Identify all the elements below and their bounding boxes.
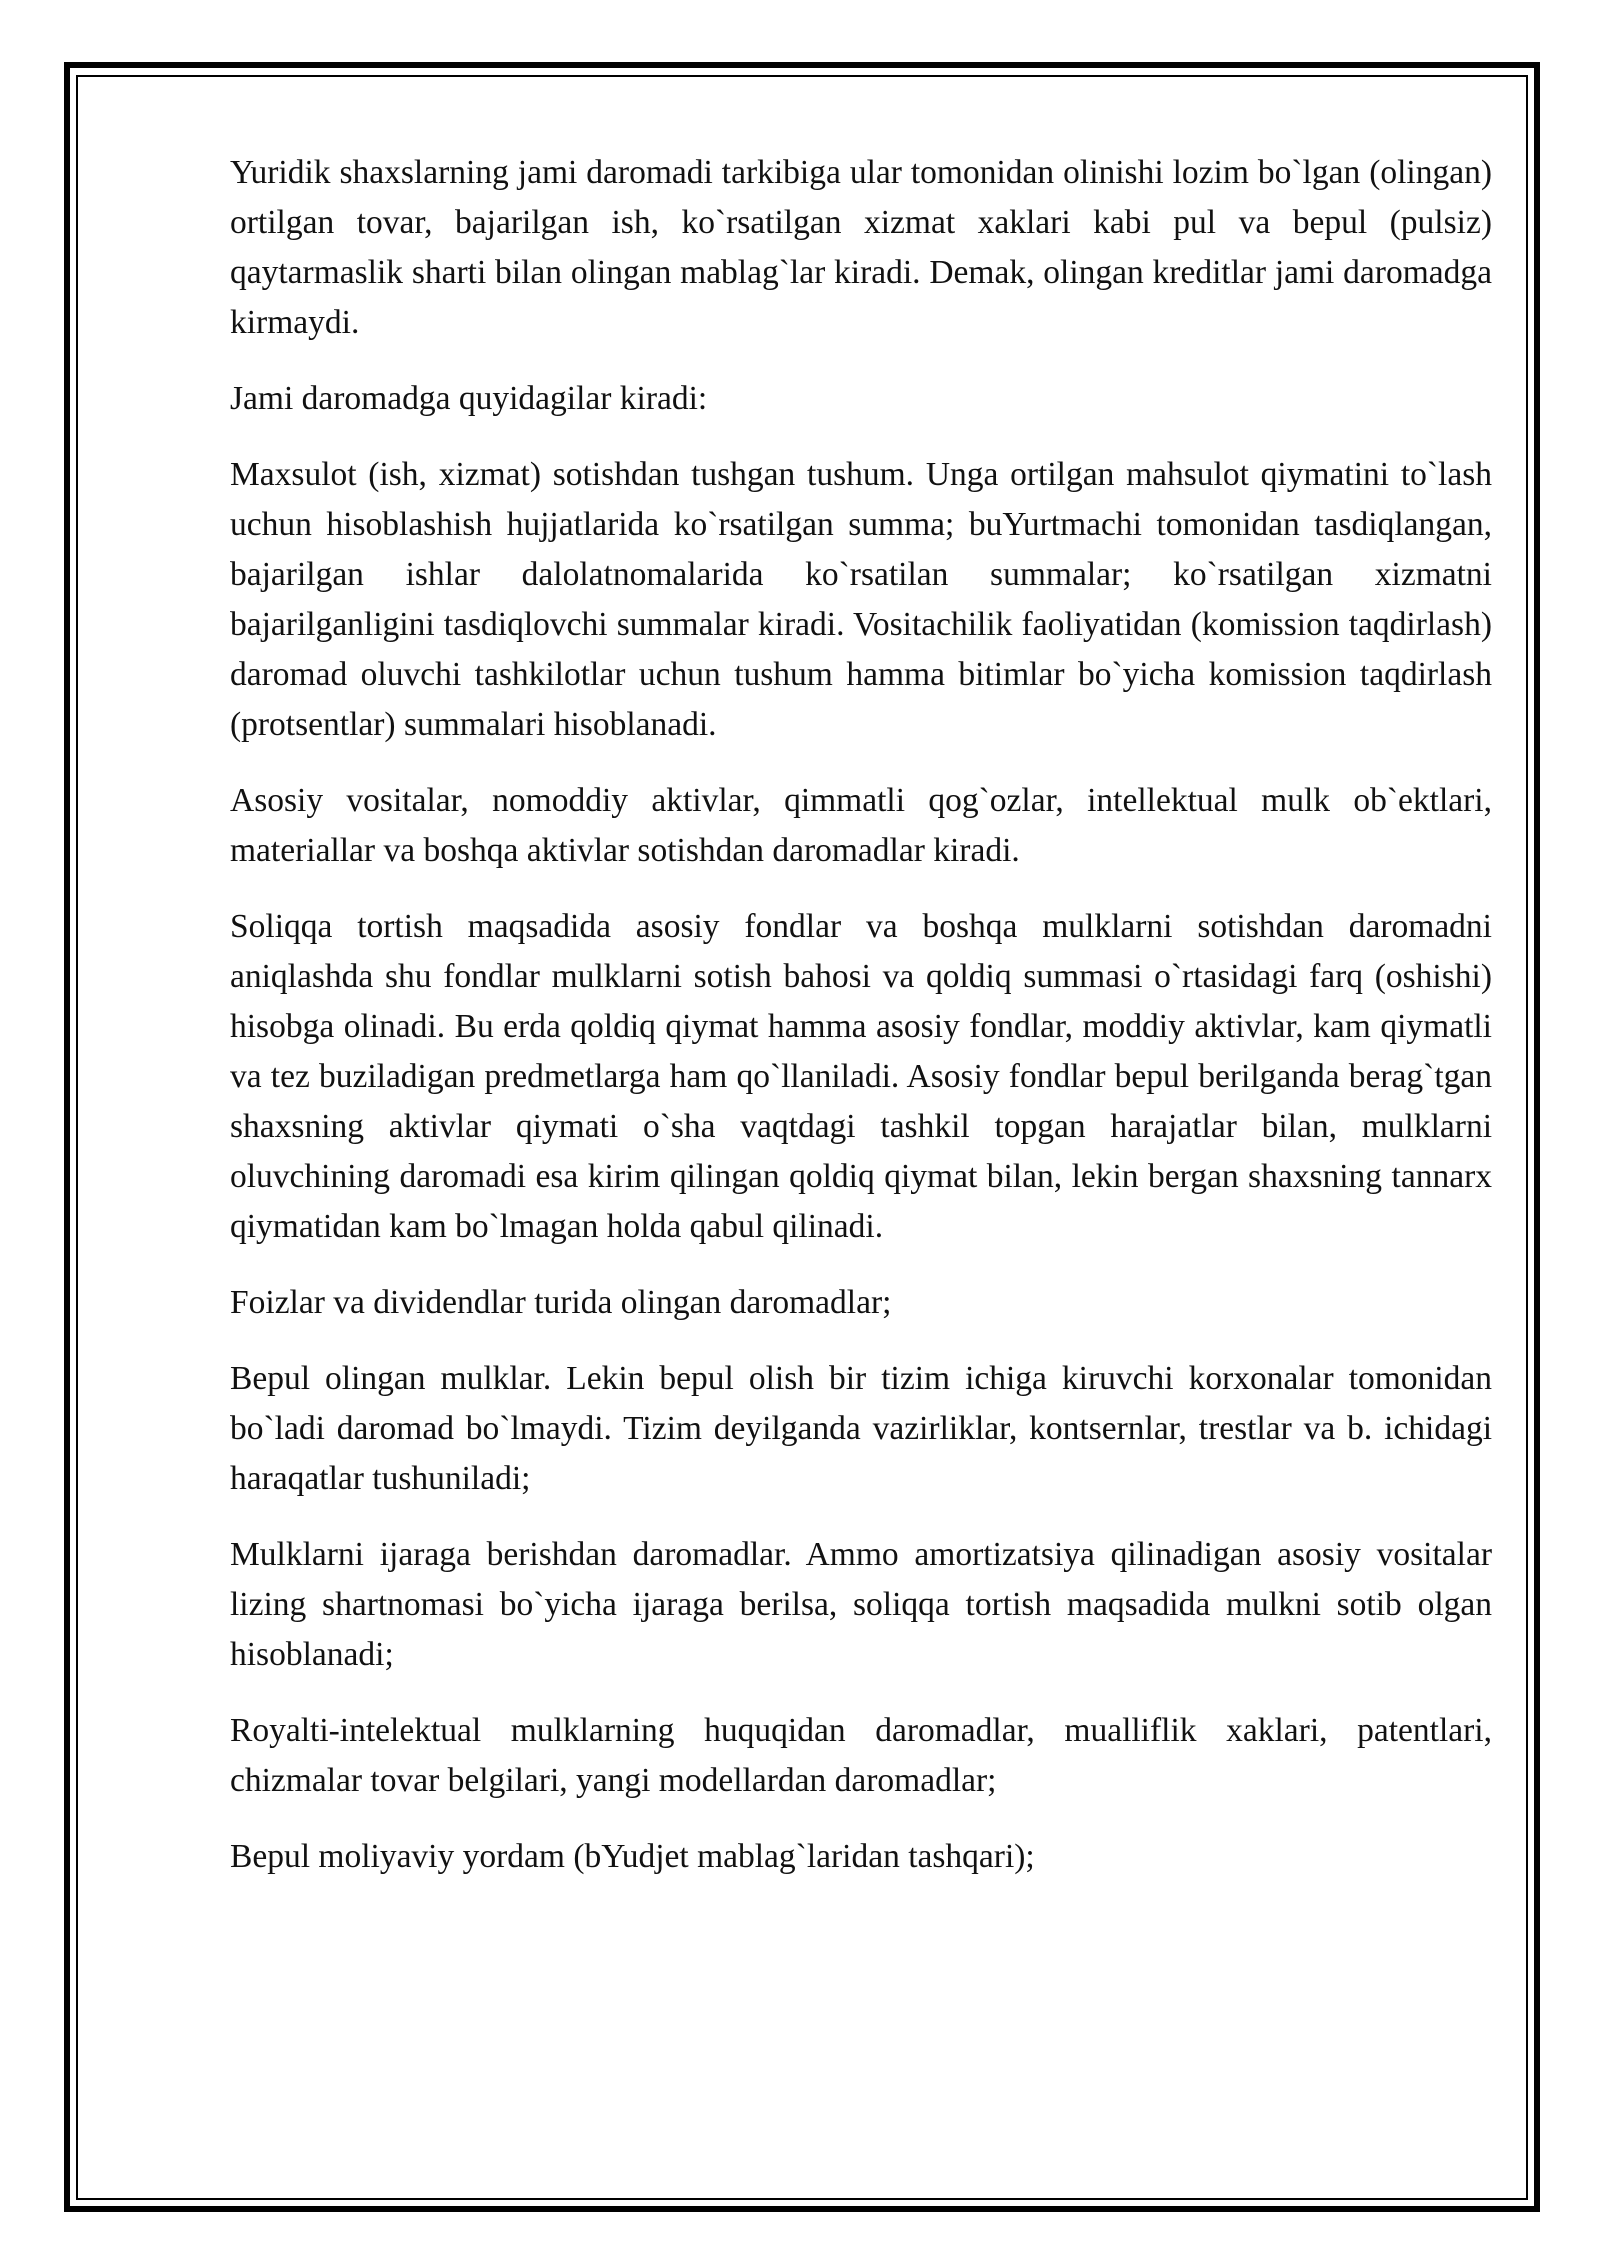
paragraph-3: Maxsulot (ish, xizmat) sotishdan tushgan tushum. Unga ortilgan mahsulot qiymatini to`lash uchun hisoblashish hujjatlarida ko`rsatilgan summa; buYurtmachi tomonidan tasdiqlangan, bajarilgan ishlar dalolatnomalarida ko`rsatilan summalar; ko`rsatilgan xizmatni bajarilganligini tasdiqlovchi summalar kiradi. Vositachilik faoliyatidan (komission taqdirlash) daromad oluvchi tashkilotlar uchun tushum hamma bitimlar bo`yicha komission taqdirlash (protsentlar) summalari hisoblanadi.	[230, 456, 1492, 743]
paragraph-8: Mulklarni ijaraga berishdan daromadlar. Ammo amortizatsiya qilinadigan asosiy vositalar lizing shartnomasi bo`yicha ijaraga berilsa, soliqqa tortish maqsadida mulkni sotib olgan hisoblanadi;	[230, 1536, 1492, 1673]
paragraph-4: Asosiy vositalar, nomoddiy aktivlar, qimmatli qog`ozlar, intellektual mulk ob`ektlari, materiallar va boshqa aktivlar sotishdan daromadlar kiradi.	[230, 782, 1492, 869]
paragraph-10: Bepul moliyaviy yordam (bYudjet mablag`laridan tashqari);	[230, 1838, 1035, 1875]
paragraph-5: Soliqqa tortish maqsadida asosiy fondlar va boshqa mulklarni sotishdan daromadni aniqlashda shu fondlar mulklarni sotish bahosi va qoldiq summasi o`rtasidagi farq (oshishi) hisobga olinadi. Bu erda qoldiq qiymat hamma asosiy fondlar, moddiy aktivlar, kam qiymatli va tez buziladigan predmetlarga ham qo`llaniladi. Asosiy fondlar bepul berilganda berag`tgan shaxsning aktivlar qiymati o`sha vaqtdagi tashkil topgan harajatlar bilan, mulklarni oluvchining daromadi esa kirim qilingan qoldiq qiymat bilan, lekin bergan shaxsning tannarx qiymatidan kam bo`lmagan holda qabul qilinadi.	[230, 908, 1492, 1245]
paragraph-9: Royalti-intelektual mulklarning huquqidan daromadlar, mualliflik xaklari, patentlari, chizmalar tovar belgilari, yangi modellardan daromadlar;	[230, 1712, 1492, 1799]
paragraph-1: Yuridik shaxslarning jami daromadi tarkibiga ular tomonidan olinishi lozim bo`lgan (olingan) ortilgan tovar, bajarilgan ish, ko`rsatilgan xizmat xaklari kabi pul va bepul (pulsiz) qaytarmaslik sharti bilan olingan mablag`lar kiradi. Demak, olingan kreditlar jami daromadga kirmaydi.	[230, 154, 1492, 341]
document-body	[230, 148, 1492, 1908]
paragraph-6: Foizlar va dividendlar turida olingan daromadlar;	[230, 1284, 892, 1321]
paragraph-2: Jami daromadga quyidagilar kiradi:	[230, 380, 708, 417]
paragraph-7: Bepul olingan mulklar. Lekin bepul olish bir tizim ichiga kiruvchi korxonalar tomonidan bo`ladi daromad bo`lmaydi. Tizim deyilganda vazirliklar, kontsernlar, trestlar va b. ichidagi haraqatlar tushuniladi;	[230, 1360, 1492, 1497]
